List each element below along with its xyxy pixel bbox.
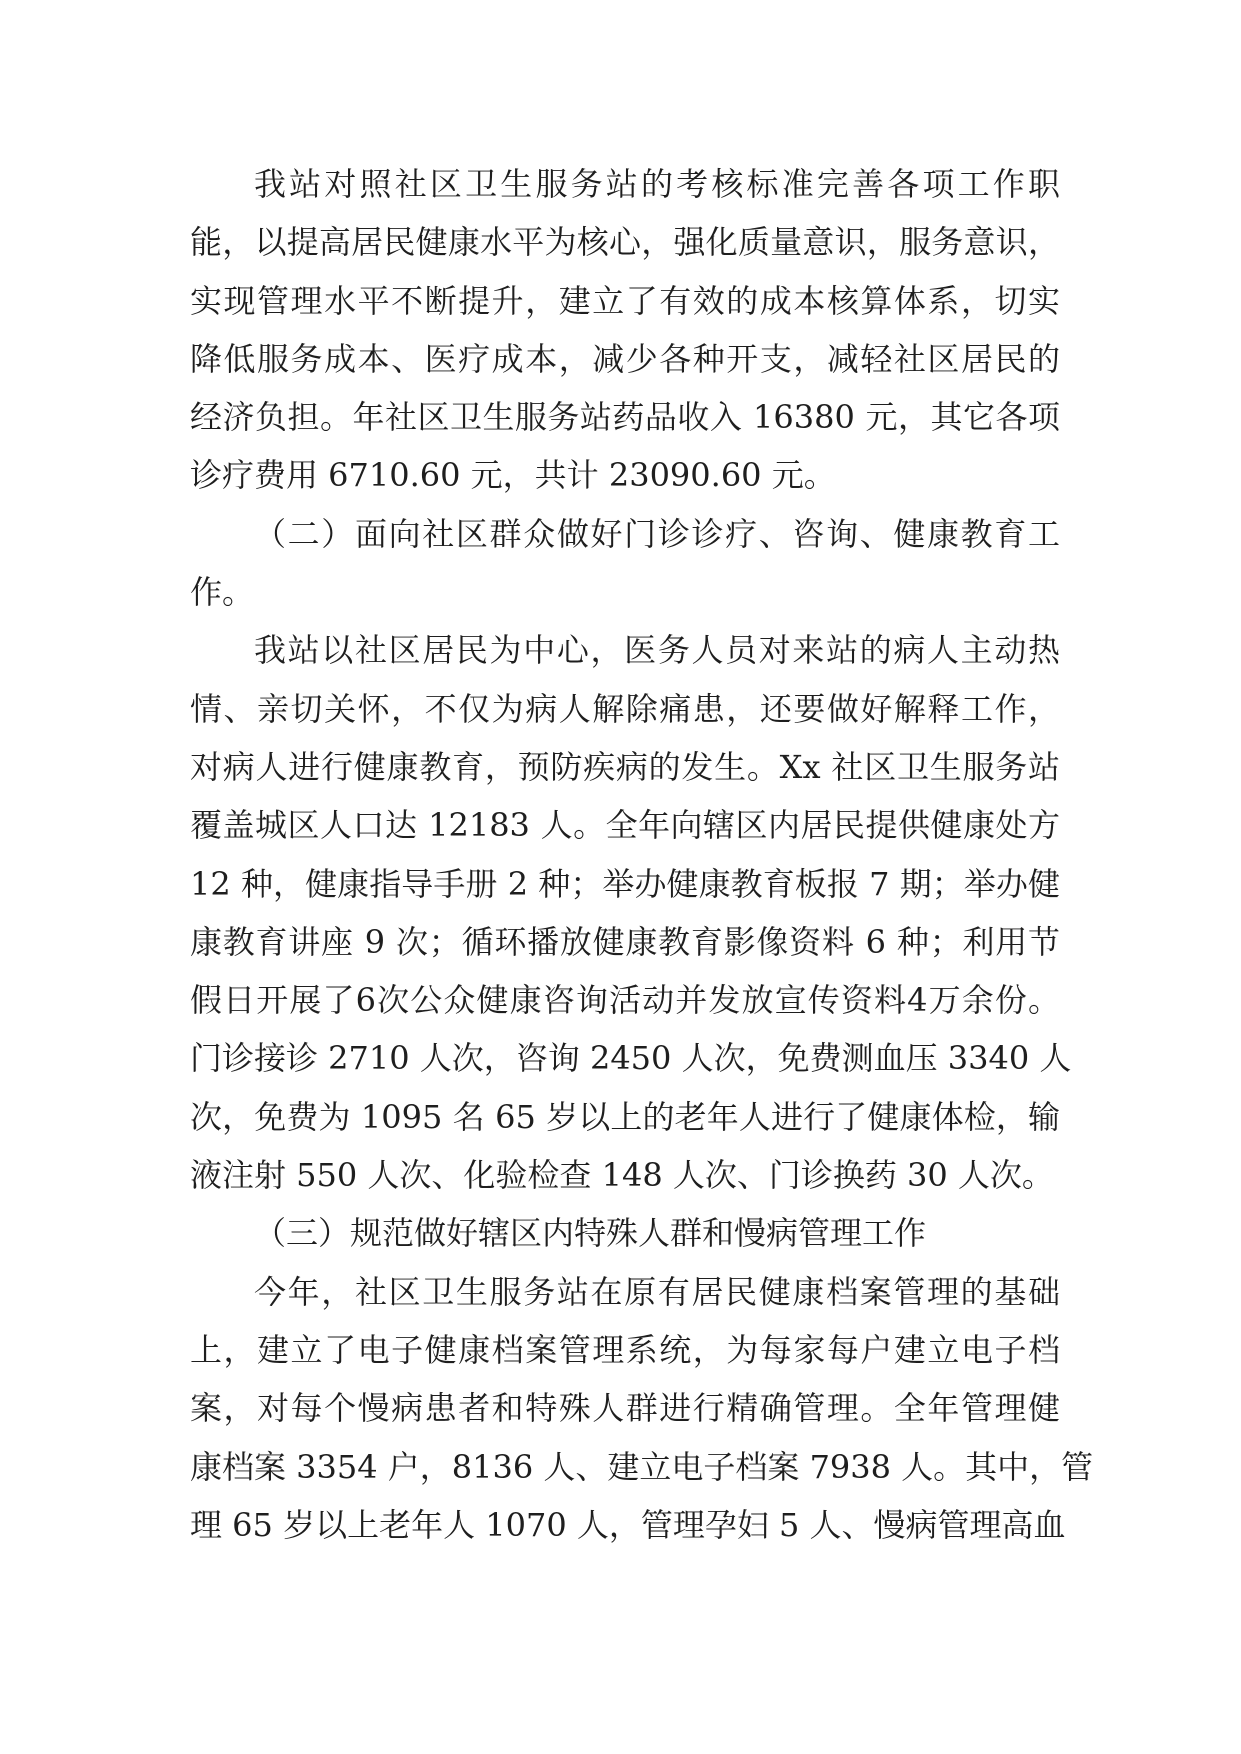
text-line: 理 65 岁以上老年人 1070 人，管理孕妇 5 人、慢病管理高血 bbox=[190, 1505, 1066, 1544]
text-line: 覆盖城区人口达 12183 人。全年向辖区内居民提供健康处方 bbox=[190, 806, 1060, 845]
text-line: 诊疗费用 6710.60 元，共计 23090.60 元。 bbox=[190, 456, 836, 495]
text-line: 对病人进行健康教育，预防疾病的发生。Xx 社区卫生服务站 bbox=[190, 747, 1060, 786]
text-line: 我站以社区居民为中心，医务人员对来站的病人主动热 bbox=[254, 631, 1060, 670]
text-line: 能，以提高居民健康水平为核心，强化质量意识，服务意识， bbox=[190, 223, 1060, 262]
text-line: 今年，社区卫生服务站在原有居民健康档案管理的基础 bbox=[254, 1272, 1060, 1311]
text-line: 经济负担。年社区卫生服务站药品收入 16380 元，其它各项 bbox=[190, 398, 1060, 437]
text-line: 我站对照社区卫生服务站的考核标准完善各项工作职 bbox=[254, 165, 1060, 203]
text-line: 门诊接诊 2710 人次，咨询 2450 人次，免费测血压 3340 人 bbox=[190, 1039, 1072, 1078]
section-heading-line: （二）面向社区群众做好门诊诊疗、咨询、健康教育工 bbox=[254, 514, 1060, 553]
text-line: 假日开展了6次公众健康咨询活动并发放宣传资料4万余份。 bbox=[190, 981, 1060, 1020]
text-line: 次，免费为 1095 名 65 岁以上的老年人进行了健康体检，输 bbox=[190, 1097, 1060, 1136]
section-heading-line: （三）规范做好辖区内特殊人群和慢病管理工作 bbox=[254, 1214, 927, 1253]
text-line: 情、亲切关怀，不仅为病人解除痛患，还要做好解释工作， bbox=[190, 689, 1060, 728]
text-line: 实现管理水平不断提升，建立了有效的成本核算体系，切实 bbox=[190, 281, 1060, 320]
text-line: 案，对每个慢病患者和特殊人群进行精确管理。全年管理健 bbox=[190, 1389, 1060, 1428]
text-line: 液注射 550 人次、化验检查 148 人次、门诊换药 30 人次。 bbox=[190, 1156, 1054, 1195]
text-line: 康档案 3354 户，8136 人、建立电子档案 7938 人。其中，管 bbox=[190, 1447, 1094, 1486]
text-line: 康教育讲座 9 次；循环播放健康教育影像资料 6 种；利用节 bbox=[190, 922, 1060, 961]
section-heading-line: 作。 bbox=[190, 573, 255, 612]
body-text bbox=[190, 155, 1094, 1554]
text-line: 降低服务成本、医疗成本，减少各种开支，减轻社区居民的 bbox=[190, 339, 1060, 378]
text-line: 上，建立了电子健康档案管理系统，为每家每户建立电子档 bbox=[190, 1330, 1060, 1369]
text-line: 12 种，健康指导手册 2 种；举办健康教育板报 7 期；举办健 bbox=[190, 864, 1060, 903]
